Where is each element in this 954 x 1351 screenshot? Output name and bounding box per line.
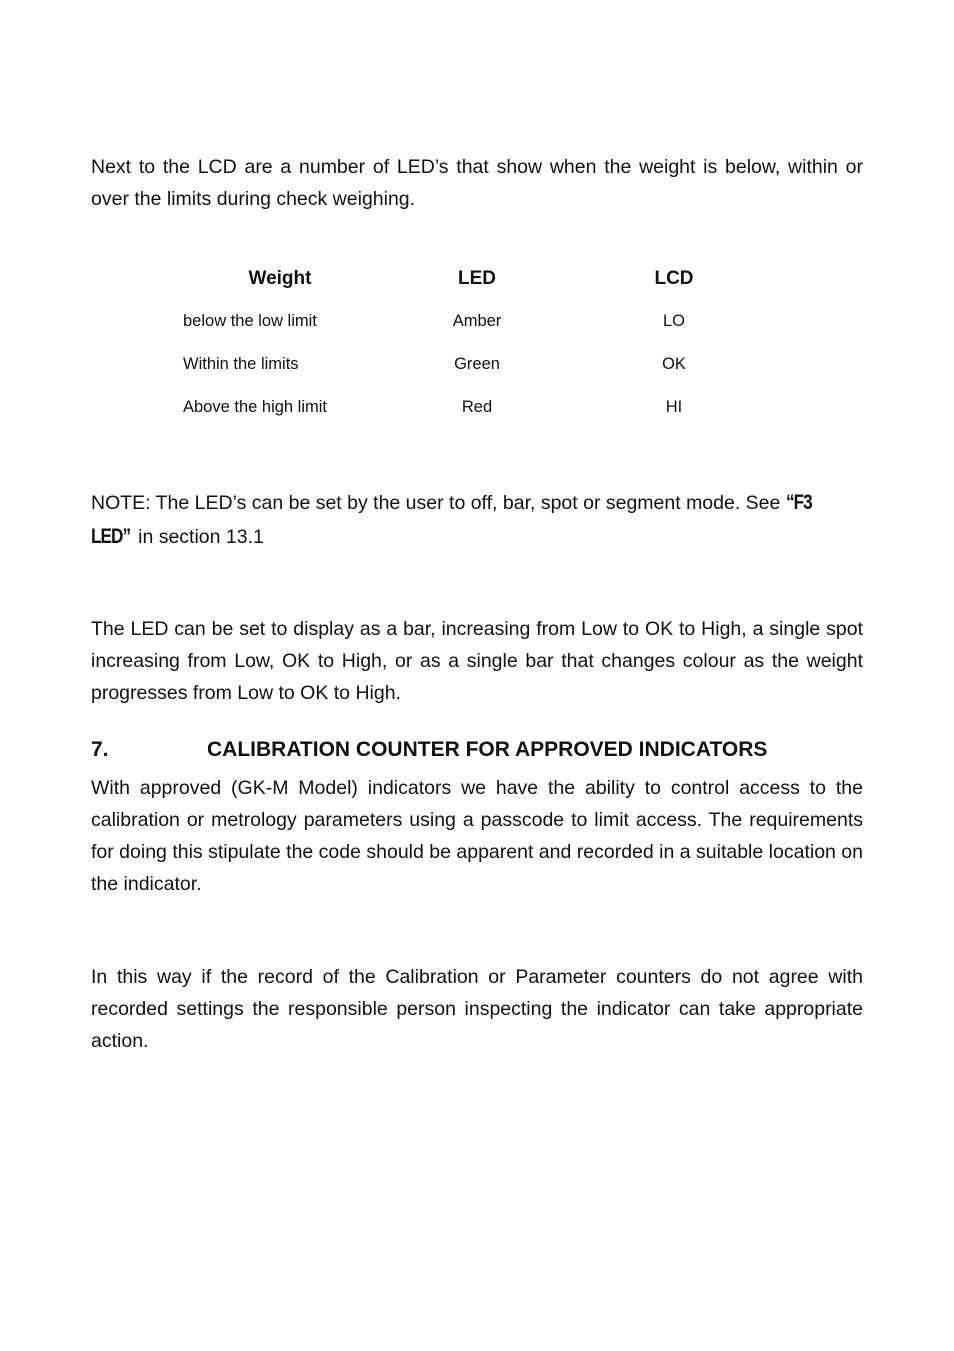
table-row [183, 386, 771, 429]
cell-lcd: OK [662, 355, 686, 373]
cell-weight: Within the limits [183, 355, 299, 373]
note-suffix: in section 13.1 [132, 526, 264, 548]
cell-lcd: HI [665, 398, 683, 416]
section-number: 7. [91, 738, 109, 761]
intro-paragraph: Next to the LCD are a number of LED’s that show when the weight is below, within or over the limits during check weighing. [91, 156, 863, 210]
header-weight: Weight [248, 268, 312, 289]
section-title: CALIBRATION COUNTER FOR APPROVED INDICATORS [207, 738, 768, 761]
cell-weight: Above the high limit [183, 398, 327, 416]
table-row [183, 300, 771, 343]
table-header-row [183, 258, 771, 300]
led-modes-paragraph: The LED can be set to display as a bar, increasing from Low to OK to High, a single spot increasing from Low, OK to High, or as a single bar that changes colour as the weight progresses from Low to OK to High. [91, 618, 863, 704]
table-row [183, 343, 771, 386]
cell-weight: below the low limit [183, 312, 317, 330]
cell-led: Green [454, 355, 500, 373]
led-status-table [183, 258, 771, 429]
section-body-paragraph: With approved (GK-M Model) indicators we have the ability to control access to the calibration or metrology parameters using a passcode to limit access. The requirements for doing this stipulate the code should be apparent and recorded in a suitable location on the indicator. [91, 777, 863, 895]
note-reference-led: LED” [91, 525, 131, 548]
section-closing-paragraph: In this way if the record of the Calibration or Parameter counters do not agree with recorded settings the responsible person inspecting the indicator can take appropriate action. [91, 966, 863, 1052]
section-heading [91, 734, 863, 766]
note-text: NOTE: The LED’s can be set by the user to off, bar, spot or segment mode. See [91, 492, 786, 514]
cell-led: Amber [452, 312, 502, 330]
cell-led: Red [461, 398, 493, 416]
note-paragraph [91, 486, 863, 554]
cell-lcd: LO [662, 312, 685, 330]
note-reference-f3: “F3 [785, 491, 812, 514]
header-led: LED [458, 268, 496, 289]
header-lcd: LCD [654, 268, 694, 289]
